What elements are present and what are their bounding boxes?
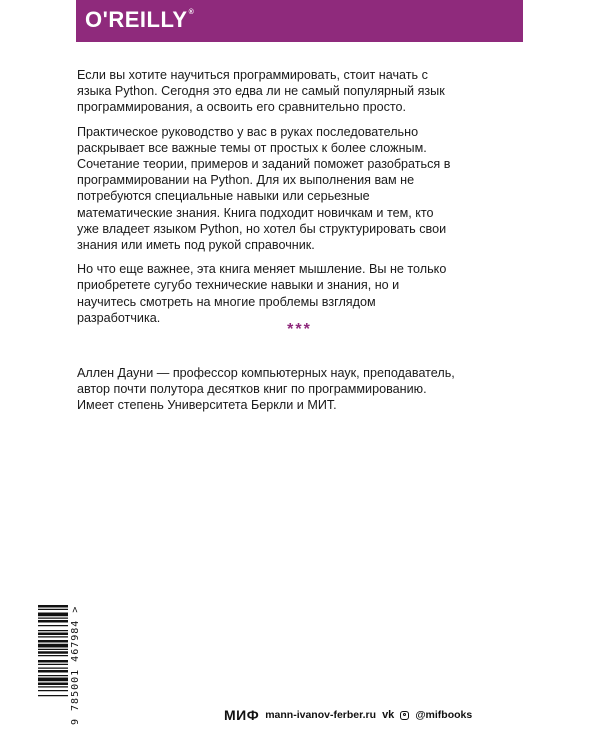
barcode-bar [38,664,68,665]
barcode-bar [38,609,68,610]
paragraph-intro: Если вы хотите научиться программировать, стоит начать с языка Python. Сегодня это едва ли не самый популярный язык программирования, а освоить его сравнительно просто. [77,68,445,115]
barcode-bar [38,605,68,608]
publisher-url: mann-ivanov-ferber.ru [265,709,377,721]
paragraph-guide: Практическое руководство у вас в руках последовательно раскрывает все важные темы от простых к более сложным. Сочетание теории, примеров и заданий поможет разобраться в программировании на Python. Для их выполнения вам не потребуются специальные навыки или серьезные математические знания. Книга подходит новичкам и тем, кто уже владеет языком Python, но хотел бы структурировать свои знания или иметь под рукой справочник. [77,124,451,253]
barcode-bar [38,644,68,648]
publisher-brand: МИФ [224,707,260,723]
description [77,67,457,334]
barcode-bar [38,675,68,676]
barcode-bars [38,605,68,725]
barcode-bar [38,613,68,617]
barcode-bar [38,636,68,637]
isbn-digits: 9 785001 467984 > [70,605,81,725]
logo-text: O'REILLY [85,7,188,32]
footer [224,706,472,724]
barcode-bar [38,670,68,673]
barcode [38,605,100,725]
publisher-logo [85,7,194,33]
barcode-bar [38,640,68,643]
registered-mark: ® [188,9,195,16]
author-bio: Аллен Дауни — профессор компьютерных наук, преподаватель, автор почти полутора десятков книг по программированию. Имеет степень Университета Беркли и МИТ. [77,366,455,413]
barcode-bar [38,668,68,669]
section-separator: *** [287,321,312,338]
vk-icon: vk [382,709,395,721]
barcode-bar [38,618,68,619]
barcode-bar [38,678,68,682]
social-handle: @mifbooks [415,709,473,721]
barcode-bar [38,683,68,686]
instagram-icon [400,711,409,720]
barcode-bar [38,651,68,654]
barcode-bar [38,649,68,650]
barcode-bar [38,686,68,687]
barcode-bar [38,695,68,696]
paragraph-mindset: Но что еще важнее, эта книга меняет мышление. Вы не только приобретете сугубо технические навыки и знания, но и научитесь смотреть на многие проблемы взглядом разработчика. [77,262,447,325]
barcode-bar [38,655,68,656]
barcode-bar [38,630,68,631]
barcode-bar [38,625,68,626]
header-band [76,0,523,42]
barcode-bar [38,660,68,663]
barcode-bar [38,690,68,691]
barcode-bar [38,620,68,623]
barcode-bar [38,633,68,636]
